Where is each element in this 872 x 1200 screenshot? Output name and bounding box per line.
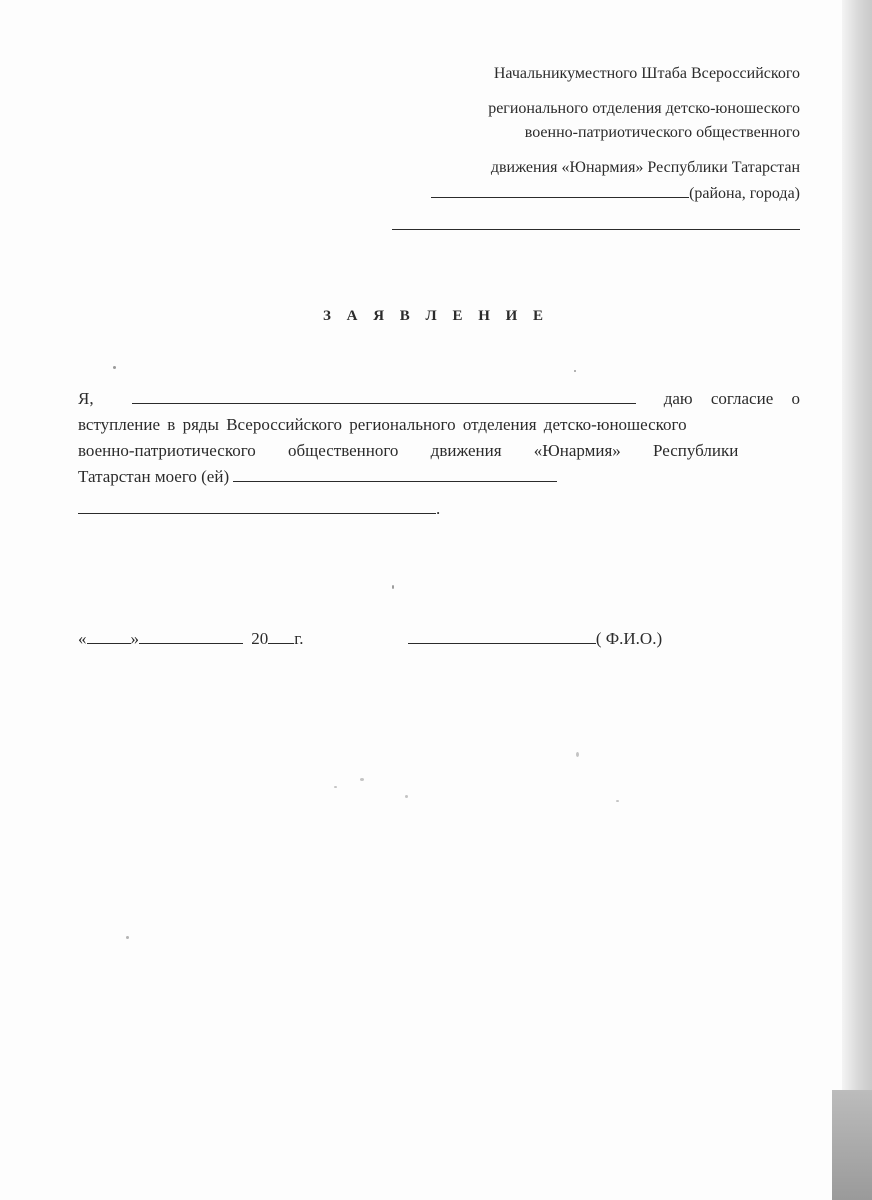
scan-edge (842, 0, 872, 1200)
district-blank (431, 180, 689, 198)
child-name-blank (78, 496, 436, 514)
scan-speck (334, 786, 337, 788)
addressee-line-4: движения «Юнармия» Республики Татарстан (490, 159, 800, 176)
addressee-block (360, 62, 800, 238)
child-blank (233, 464, 557, 482)
addressee-line-5 (360, 180, 800, 206)
scan-speck (126, 936, 129, 939)
scan-speck (360, 778, 364, 781)
scan-speck (405, 795, 408, 798)
scan-speck (576, 752, 579, 757)
scan-corner-shadow (832, 1090, 872, 1200)
scan-speck (392, 585, 394, 589)
body-line-2: вступление в ряды Всероссийского регионального отделения детско-юношеского (78, 415, 687, 434)
parent-name-blank (132, 386, 636, 404)
month-blank (139, 626, 243, 644)
day-blank (87, 626, 131, 644)
name-label: ( Ф.И.О.) (595, 629, 663, 648)
signature-row: « » 20 г. ( Ф.И.О.) (78, 626, 662, 649)
body-line-5: . (78, 496, 800, 522)
scan-speck (616, 800, 619, 802)
body-consent: даю согласие о (663, 389, 800, 408)
statement-body (78, 386, 800, 522)
scan-speck (574, 370, 576, 372)
addressee-blank (392, 212, 800, 230)
scan-speck (113, 366, 116, 369)
body-line-4: Татарстан моего (ей) (78, 464, 800, 490)
body-start: Я, (78, 389, 94, 408)
document-title: З А Я В Л Е Н И Е (322, 308, 550, 324)
signature-blank (408, 626, 596, 644)
addressee-line-3: военно-патриотического общественного (524, 124, 800, 141)
addressee-line-1: Начальникуместного Штаба Всероссийского (493, 65, 800, 82)
addressee-line-2: регионального отделения детско-юношеского (488, 100, 800, 117)
addressee-line-6 (360, 212, 800, 238)
body-line-3: военно-патриотического общественного движения «Юнармия» Республики (78, 441, 739, 460)
district-label: (района, города) (689, 185, 800, 202)
year-blank (268, 626, 294, 644)
body-line-1 (78, 386, 800, 412)
